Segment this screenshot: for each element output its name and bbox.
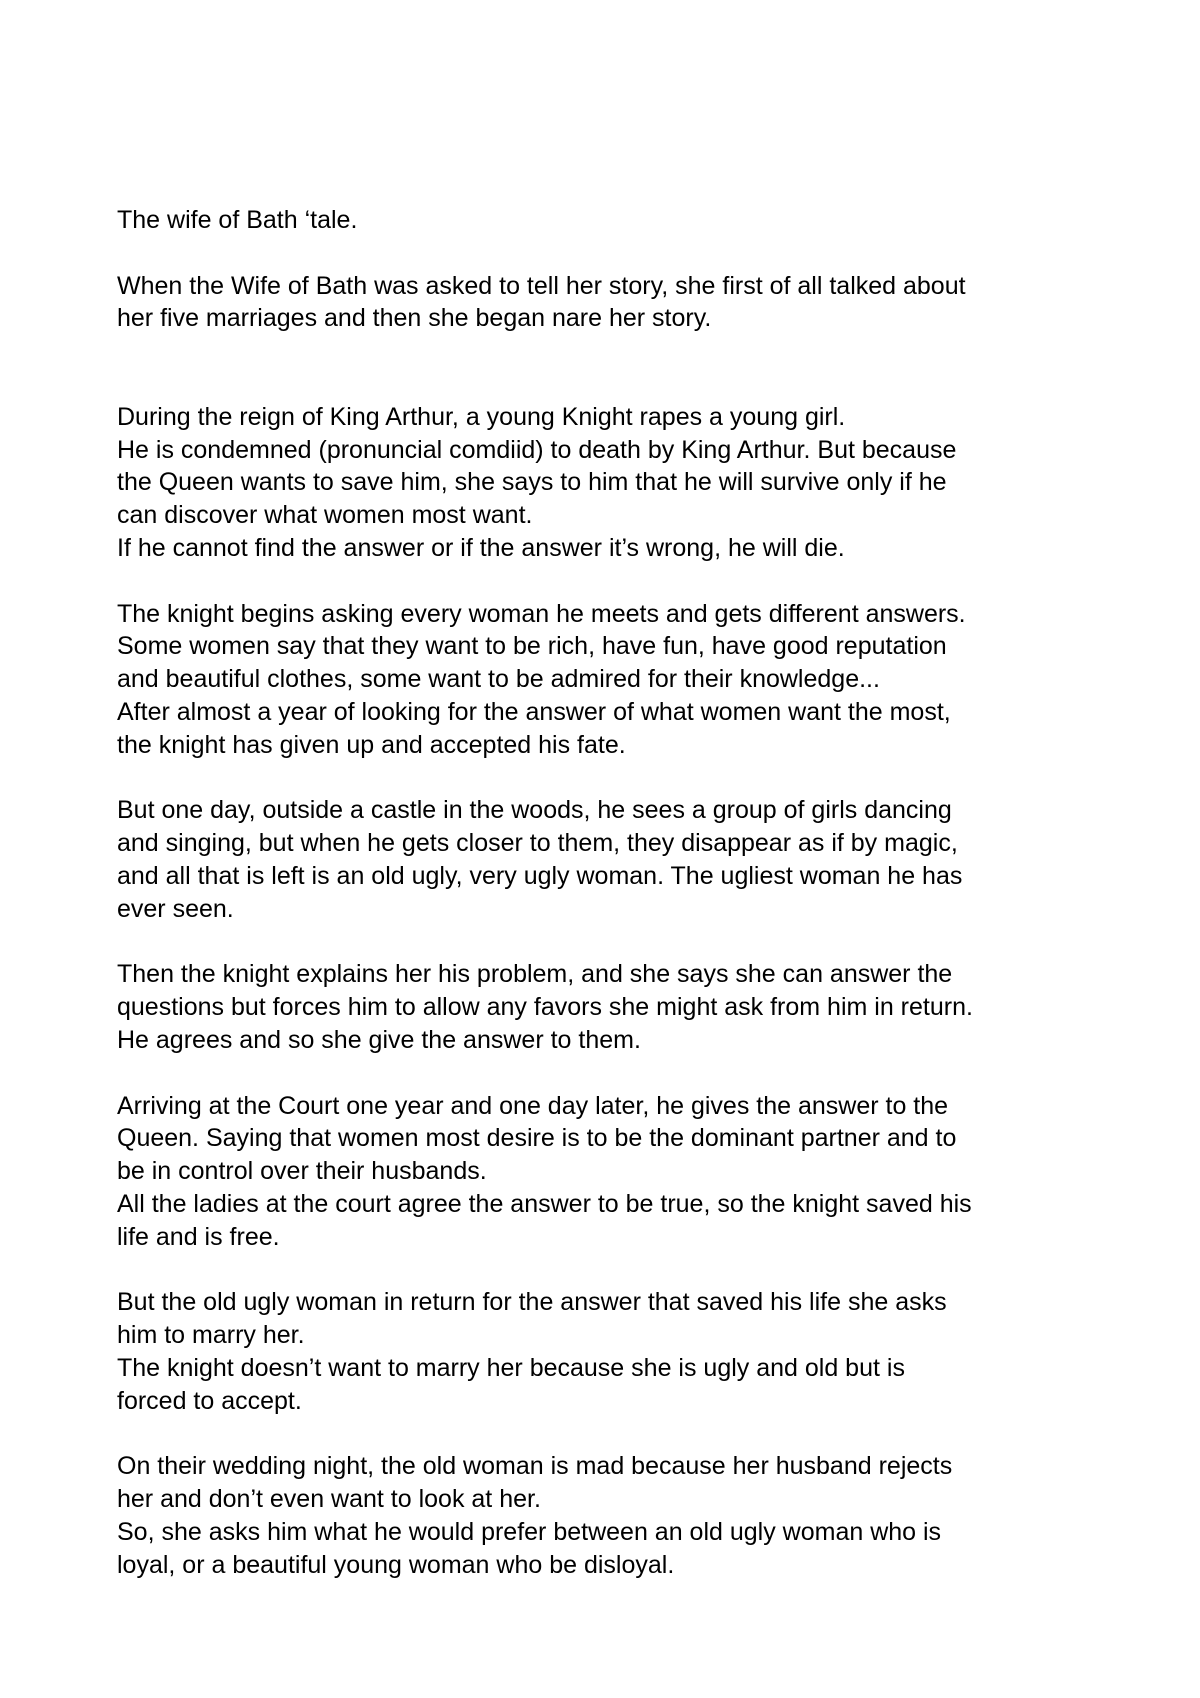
- text-line: the knight has given up and accepted his fate.: [117, 730, 626, 759]
- spacer: [117, 1254, 1117, 1287]
- text-line: After almost a year of looking for the answer of what women want the most,: [117, 697, 951, 726]
- text-line: He is condemned (pronuncial comdiid) to death by King Arthur. But because: [117, 435, 957, 464]
- text-line: can discover what women most want.: [117, 501, 533, 530]
- text-line: ever seen.: [117, 894, 234, 923]
- paragraph-intro: [117, 270, 1117, 336]
- text-line: The knight doesn’t want to marry her because she is ugly and old but is: [117, 1353, 905, 1382]
- text-line: So, she asks him what he would prefer between an old ugly woman who is: [117, 1517, 942, 1546]
- text-line: All the ladies at the court agree the answer to be true, so the knight saved his: [117, 1189, 972, 1218]
- text-line: her five marriages and then she began nare her story.: [117, 304, 712, 333]
- text-line: Some women say that they want to be rich, have fun, have good reputation: [117, 632, 947, 661]
- paragraph-reign: [117, 401, 1117, 565]
- text-line: But the old ugly woman in return for the answer that saved his life she asks: [117, 1288, 947, 1317]
- paragraph-search: [117, 598, 1117, 762]
- text-line: loyal, or a beautiful young woman who be disloyal.: [117, 1550, 675, 1579]
- text-line: her and don’t even want to look at her.: [117, 1485, 541, 1514]
- document-title: The wife of Bath ‘tale.: [117, 206, 358, 234]
- paragraph-bargain: [117, 958, 1117, 1056]
- text-line: forced to accept.: [117, 1386, 302, 1415]
- text-line: the Queen wants to save him, she says to him that he will survive only if he: [117, 468, 947, 497]
- paragraph-court: [117, 1090, 1117, 1254]
- spacer: [117, 926, 1117, 959]
- text-line: He agrees and so she give the answer to them.: [117, 1025, 641, 1054]
- spacer: [117, 565, 1117, 598]
- text-line: The knight begins asking every woman he meets and gets different answers.: [117, 599, 966, 628]
- text-line: life and is free.: [117, 1222, 280, 1251]
- document-page: [117, 204, 1117, 1581]
- text-line: If he cannot find the answer or if the answer it’s wrong, he will die.: [117, 533, 845, 562]
- spacer: [117, 335, 1117, 401]
- text-line: Then the knight explains her his problem, and she says she can answer the: [117, 960, 953, 989]
- spacer: [117, 762, 1117, 795]
- spacer: [117, 1057, 1117, 1090]
- paragraph-woods: [117, 794, 1117, 925]
- text-line: and singing, but when he gets closer to them, they disappear as if by magic,: [117, 829, 958, 858]
- spacer: [117, 1417, 1117, 1450]
- paragraph-marriage: [117, 1286, 1117, 1417]
- paragraph-wedding-night: [117, 1450, 1117, 1581]
- text-line: During the reign of King Arthur, a young Knight rapes a young girl.: [117, 402, 846, 431]
- text-line: him to marry her.: [117, 1321, 305, 1350]
- text-line: But one day, outside a castle in the woods, he sees a group of girls dancing: [117, 796, 952, 825]
- text-line: questions but forces him to allow any favors she might ask from him in return.: [117, 993, 973, 1022]
- spacer: [117, 237, 1117, 270]
- text-line: be in control over their husbands.: [117, 1157, 487, 1186]
- text-line: and all that is left is an old ugly, very ugly woman. The ugliest woman he has: [117, 861, 963, 890]
- text-line: Queen. Saying that women most desire is to be the dominant partner and to: [117, 1124, 957, 1153]
- text-line: and beautiful clothes, some want to be admired for their knowledge...: [117, 665, 880, 694]
- text-line: When the Wife of Bath was asked to tell her story, she first of all talked about: [117, 271, 966, 300]
- text-line: Arriving at the Court one year and one day later, he gives the answer to the: [117, 1091, 949, 1120]
- text-line: On their wedding night, the old woman is mad because her husband rejects: [117, 1452, 953, 1481]
